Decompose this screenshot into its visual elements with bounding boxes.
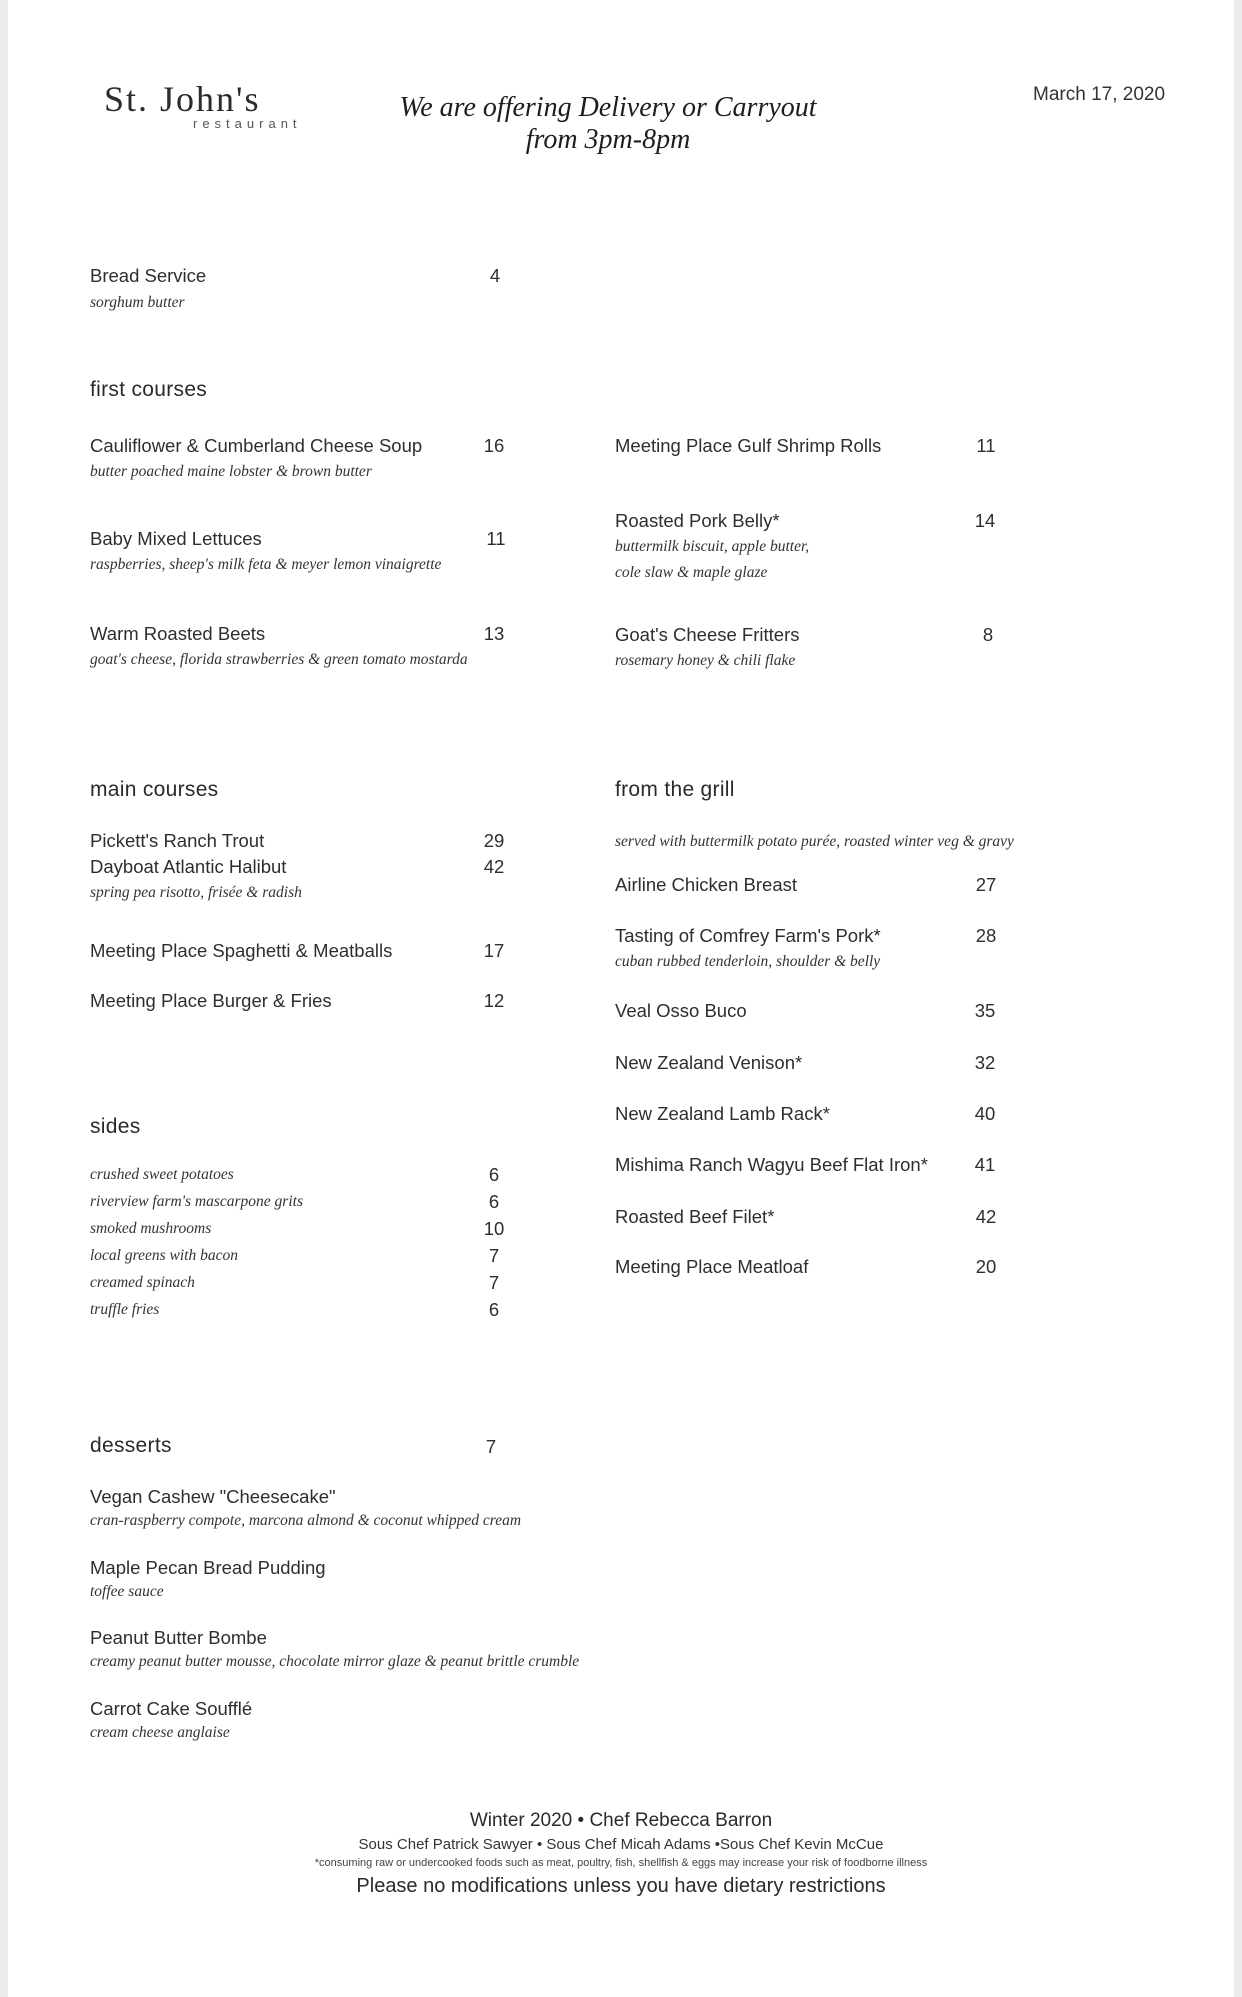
dessert-name: Vegan Cashew "Cheesecake": [90, 1486, 336, 1507]
grill-item-name: Airline Chicken Breast: [615, 874, 797, 895]
fc-item-desc: butter poached maine lobster & brown butter: [90, 463, 372, 480]
footer-season-chef: Winter 2020 • Chef Rebecca Barron: [469, 1810, 773, 1831]
side-item: riverview farm's mascarpone grits: [90, 1193, 303, 1210]
side-price: 6: [488, 1299, 500, 1320]
mc-item-price: 29: [483, 830, 505, 851]
dessert-name: Peanut Butter Bombe: [90, 1627, 267, 1648]
side-price: 6: [488, 1164, 500, 1185]
fc-item-name: Goat's Cheese Fritters: [615, 624, 800, 645]
fc-item-price: 14: [974, 510, 996, 531]
fc-item-desc: cole slaw & maple glaze: [615, 564, 768, 581]
menu-date: March 17, 2020: [1033, 84, 1166, 105]
section-first-courses: first courses: [90, 378, 208, 401]
desserts-price: 7: [485, 1436, 497, 1457]
grill-item-desc: cuban rubbed tenderloin, shoulder & belly: [615, 953, 881, 970]
fc-item-price: 11: [976, 435, 996, 456]
grill-item-price: 35: [974, 1000, 996, 1021]
side-price: 10: [483, 1218, 505, 1239]
bread-price: 4: [489, 265, 501, 286]
dessert-desc: cran-raspberry compote, marcona almond & coconut whipped cream: [90, 1512, 522, 1529]
restaurant-logo: St. John's: [104, 79, 261, 119]
side-item: crushed sweet potatoes: [90, 1166, 234, 1183]
fc-item-price: 16: [483, 435, 505, 456]
section-desserts: desserts: [90, 1434, 172, 1457]
mc-item-price: 42: [483, 856, 505, 877]
grill-item-price: 28: [975, 925, 997, 946]
fc-item-desc: raspberries, sheep's milk feta & meyer lemon vinaigrette: [90, 556, 442, 573]
mc-item-price: 12: [483, 990, 505, 1011]
fc-item-desc: buttermilk biscuit, apple butter,: [615, 538, 810, 555]
dessert-desc: creamy peanut butter mousse, chocolate mirror glaze & peanut brittle crumble: [90, 1653, 580, 1670]
mc-item-name: Dayboat Atlantic Halibut: [90, 856, 287, 877]
fc-item-name: Baby Mixed Lettuces: [90, 528, 262, 549]
grill-item-name: Tasting of Comfrey Farm's Pork*: [615, 925, 881, 946]
grill-item-price: 32: [974, 1052, 996, 1073]
sides-list: [90, 1161, 303, 1323]
dessert-name: Carrot Cake Soufflé: [90, 1698, 253, 1719]
mc-item-price: 17: [483, 940, 505, 961]
grill-item-name: New Zealand Venison*: [615, 1052, 803, 1073]
banner-line-2: from 3pm-8pm: [525, 124, 691, 155]
sides-prices: [474, 1161, 514, 1323]
bread-name: Bread Service: [90, 265, 207, 286]
grill-item-price: 20: [975, 1256, 997, 1277]
fc-item-price: 8: [982, 624, 994, 645]
fc-item-desc: goat's cheese, florida strawberries & green tomato mostarda: [90, 651, 468, 668]
section-from-the-grill: from the grill: [615, 778, 735, 801]
bread-desc: sorghum butter: [90, 294, 185, 311]
side-price: 6: [488, 1191, 500, 1212]
grill-item-price: 27: [975, 874, 997, 895]
side-item: local greens with bacon: [90, 1247, 238, 1264]
grill-item-name: New Zealand Lamb Rack*: [615, 1103, 830, 1124]
footer-modifications-note: Please no modifications unless you have dietary restrictions: [356, 1875, 886, 1897]
side-item: smoked mushrooms: [90, 1220, 212, 1237]
footer-sous-chefs: Sous Chef Patrick Sawyer • Sous Chef Micah Adams •Sous Chef Kevin McCue: [358, 1836, 884, 1853]
mc-item-name: Meeting Place Burger & Fries: [90, 990, 332, 1011]
banner-line-1: We are offering Delivery or Carryout: [399, 92, 817, 123]
delivery-banner: [368, 92, 848, 156]
grill-item-price: 40: [974, 1103, 996, 1124]
footer-consumer-advisory: *consuming raw or undercooked foods such as meat, poultry, fish, shellfish & eggs may increase your risk of foodborne illness: [314, 1857, 928, 1869]
side-price: 7: [488, 1245, 500, 1266]
fc-item-price: 11: [486, 528, 506, 549]
side-price: 7: [488, 1272, 500, 1293]
menu-page: [8, 0, 1234, 1997]
fc-item-name: Cauliflower & Cumberland Cheese Soup: [90, 435, 423, 456]
side-item: truffle fries: [90, 1301, 160, 1318]
dessert-desc: cream cheese anglaise: [90, 1724, 230, 1741]
grill-item-price: 42: [975, 1206, 997, 1227]
fc-item-price: 13: [483, 623, 505, 644]
mc-item-name: Meeting Place Spaghetti & Meatballs: [90, 940, 393, 961]
fc-item-name: Warm Roasted Beets: [90, 623, 266, 644]
fc-item-desc: rosemary honey & chili flake: [615, 652, 796, 669]
grill-item-name: Roasted Beef Filet*: [615, 1206, 775, 1227]
fc-item-name: Meeting Place Gulf Shrimp Rolls: [615, 435, 882, 456]
grill-item-name: Mishima Ranch Wagyu Beef Flat Iron*: [615, 1154, 928, 1175]
section-main-courses: main courses: [90, 778, 219, 801]
dessert-desc: toffee sauce: [90, 1583, 164, 1600]
grill-served-with: served with buttermilk potato purée, roasted winter veg & gravy: [615, 833, 1014, 850]
grill-item-name: Meeting Place Meatloaf: [615, 1256, 809, 1277]
section-sides: sides: [90, 1115, 141, 1138]
restaurant-logo-subtitle: restaurant: [193, 116, 302, 131]
mc-item-name: Pickett's Ranch Trout: [90, 830, 265, 851]
mc-item-desc: spring pea risotto, frisée & radish: [90, 884, 302, 901]
grill-item-price: 41: [974, 1154, 996, 1175]
dessert-name: Maple Pecan Bread Pudding: [90, 1557, 326, 1578]
fc-item-name: Roasted Pork Belly*: [615, 510, 780, 531]
side-item: creamed spinach: [90, 1274, 195, 1291]
grill-item-name: Veal Osso Buco: [615, 1000, 747, 1021]
